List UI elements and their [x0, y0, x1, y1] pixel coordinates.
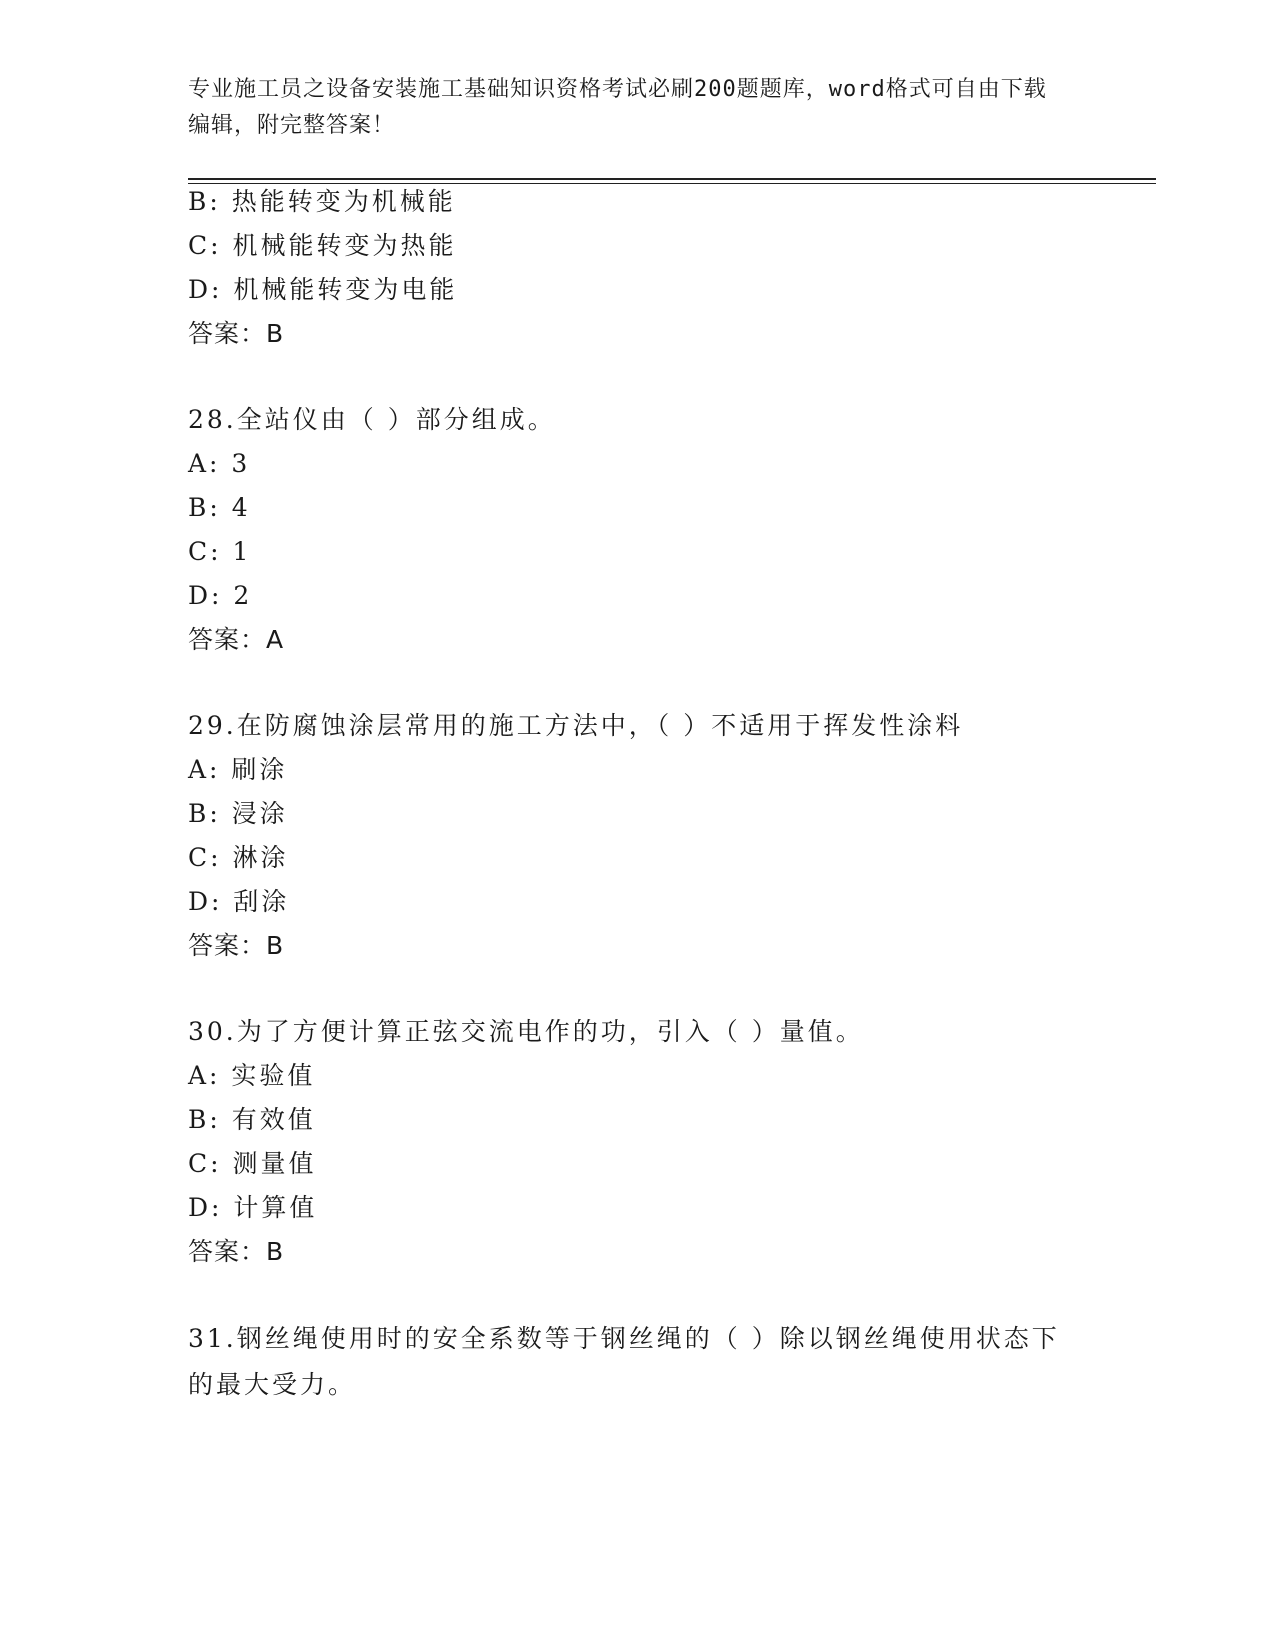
q30-question: 30.为了方便计算正弦交流电作的功，引入（ ）量值。: [188, 1017, 864, 1046]
q27-option-d: D: 机械能转变为电能: [188, 275, 458, 304]
q29-question: 29.在防腐蚀涂层常用的施工方法中，（ ）不适用于挥发性涂料: [188, 711, 964, 740]
q30-option-c: C: 测量值: [188, 1149, 317, 1178]
q28-option-c: C: 1: [188, 537, 252, 566]
q27-option-c: C: 机械能转变为热能: [188, 231, 457, 260]
header-rule-thick: [188, 178, 1156, 180]
q30-option-d: D: 计算值: [188, 1193, 318, 1222]
q29-answer: 答案：B: [188, 931, 285, 960]
q27-option-b: B: 热能转变为机械能: [188, 187, 456, 216]
q28-question: 28.全站仪由（ ）部分组成。: [188, 405, 556, 434]
q28-option-d: D: 2: [188, 581, 253, 610]
q29-option-c: C: 淋涂: [188, 843, 289, 872]
header-rule-thin: [188, 183, 1156, 184]
q29-option-b: B: 浸涂: [188, 799, 288, 828]
q28-option-b: B: 4: [188, 493, 251, 522]
q29-option-a: A: 刷涂: [188, 755, 288, 784]
q27-answer: 答案：B: [188, 319, 285, 348]
document-header: 专业施工员之设备安装施工基础知识资格考试必刷200题题库，word格式可自由下载编辑，附完整答案！: [188, 77, 1047, 138]
q30-option-b: B: 有效值: [188, 1105, 316, 1134]
q28-answer: 答案：A: [188, 625, 285, 654]
q31-question: 31.钢丝绳使用时的安全系数等于钢丝绳的（ ）除以钢丝绳使用状态下的最大受力。: [188, 1324, 1060, 1399]
q28-option-a: A: 3: [188, 449, 251, 478]
q30-answer: 答案：B: [188, 1237, 285, 1266]
q30-option-a: A: 实验值: [188, 1061, 316, 1090]
q29-option-d: D: 刮涂: [188, 887, 290, 916]
